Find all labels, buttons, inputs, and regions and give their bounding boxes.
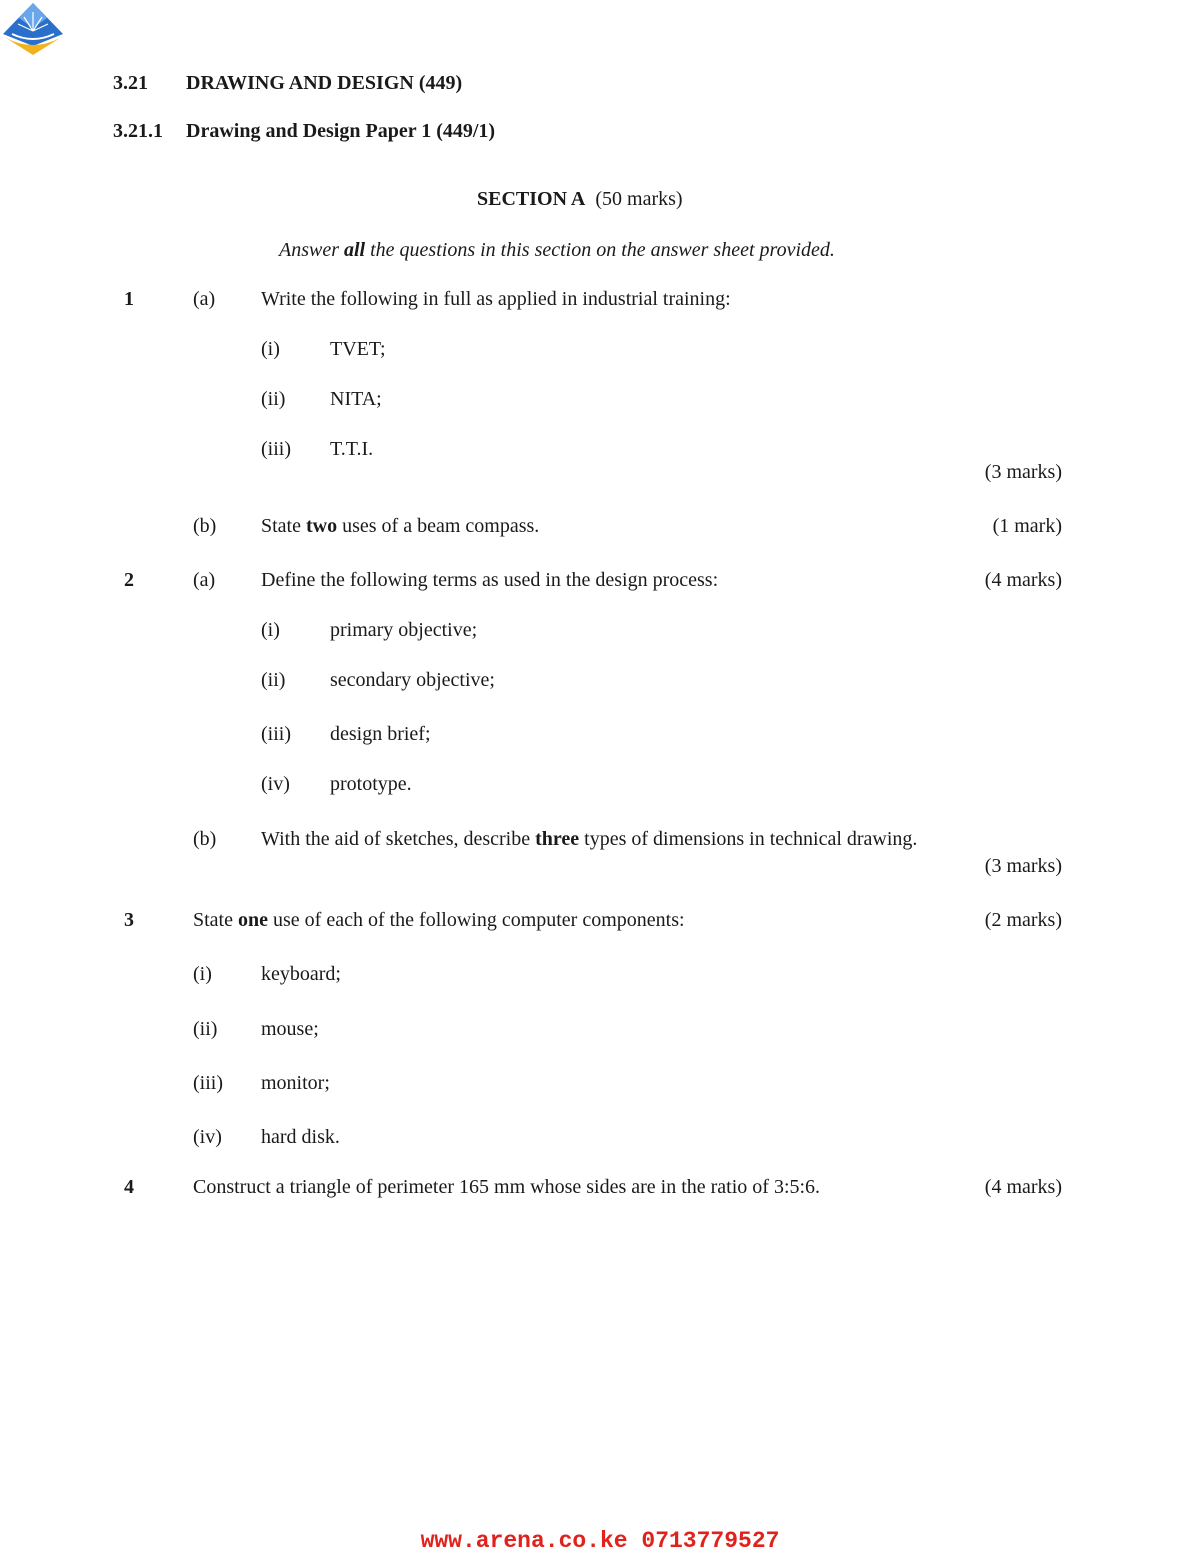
subheading-title: Drawing and Design Paper 1 (449/1): [186, 120, 496, 142]
heading-number: 3.21: [113, 72, 148, 94]
q1b-post: uses of a beam compass.: [337, 515, 540, 537]
q1a-item-text: T.T.I.: [330, 438, 374, 460]
question-3-number: 3: [124, 909, 134, 931]
instruction-post: the questions in this section on the answer sheet provided.: [365, 239, 835, 261]
q3-pre: State: [193, 909, 238, 931]
q1a-item-label: (ii): [261, 388, 286, 410]
footer-contact: www.arena.co.ke 0713779527: [420, 1528, 780, 1554]
q1b-marks: (1 mark): [992, 515, 1062, 537]
q2a-item-text: primary objective;: [330, 619, 478, 641]
q4-text: Construct a triangle of perimeter 165 mm whose sides are in the ratio of 3:5:6.: [193, 1176, 821, 1198]
q1a-item-label: (i): [261, 338, 280, 360]
q3-item-label: (ii): [193, 1018, 218, 1040]
q1b-text: [261, 516, 539, 536]
question-4-number: 4: [124, 1176, 134, 1198]
q3-marks: (2 marks): [984, 909, 1062, 931]
q1a-item-text: TVET;: [330, 338, 386, 360]
q3-item-text: keyboard;: [261, 963, 341, 985]
q3-item-text: mouse;: [261, 1018, 319, 1040]
q3-post: use of each of the following computer components:: [268, 909, 685, 931]
q2b-text: [261, 829, 917, 849]
q2a-label: (a): [193, 569, 216, 591]
q1a-marks: (3 marks): [984, 461, 1062, 483]
q1a-item-label: (iii): [261, 438, 291, 460]
q2a-item-text: prototype.: [330, 773, 412, 795]
q2b-pre: With the aid of sketches, describe: [261, 828, 536, 850]
instruction-emphasis: all: [344, 239, 366, 261]
section-title: SECTION A: [477, 188, 586, 210]
q2a-text: Define the following terms as used in the design process:: [261, 569, 719, 591]
question-2-number: 2: [124, 569, 134, 591]
q2a-item-label: (ii): [261, 669, 286, 691]
q3-item-label: (i): [193, 963, 212, 985]
q2a-marks: (4 marks): [984, 569, 1062, 591]
instruction-pre: Answer: [279, 239, 344, 261]
q1b-label: (b): [193, 515, 217, 537]
q1a-text: Write the following in full as applied in industrial training:: [261, 288, 731, 310]
q2a-item-text: secondary objective;: [330, 669, 495, 691]
q1a-label: (a): [193, 288, 216, 310]
q1b-pre: State: [261, 515, 306, 537]
q3-item-label: (iii): [193, 1072, 223, 1094]
q1b-emphasis: two: [306, 515, 338, 537]
q2a-item-label: (iv): [261, 773, 290, 795]
arena-logo-icon: [0, 0, 66, 56]
q2a-item-label: (iii): [261, 723, 291, 745]
q2b-marks: (3 marks): [984, 855, 1062, 877]
q3-item-text: monitor;: [261, 1072, 330, 1094]
heading-title: DRAWING AND DESIGN (449): [186, 72, 463, 94]
q2b-emphasis: three: [535, 828, 580, 850]
q3-item-text: hard disk.: [261, 1126, 340, 1148]
subheading-number: 3.21.1: [113, 120, 163, 142]
q3-text: [193, 910, 685, 930]
q3-item-label: (iv): [193, 1126, 222, 1148]
question-1-number: 1: [124, 288, 134, 310]
q2b-post: types of dimensions in technical drawing.: [579, 828, 918, 850]
q2a-item-text: design brief;: [330, 723, 431, 745]
q2b-label: (b): [193, 828, 217, 850]
section-title-line: [477, 189, 683, 209]
section-marks: (50 marks): [595, 188, 683, 210]
instruction: [279, 240, 835, 260]
q1a-item-text: NITA;: [330, 388, 382, 410]
q2a-item-label: (i): [261, 619, 280, 641]
q4-marks: (4 marks): [984, 1176, 1062, 1198]
q3-emphasis: one: [238, 909, 268, 931]
